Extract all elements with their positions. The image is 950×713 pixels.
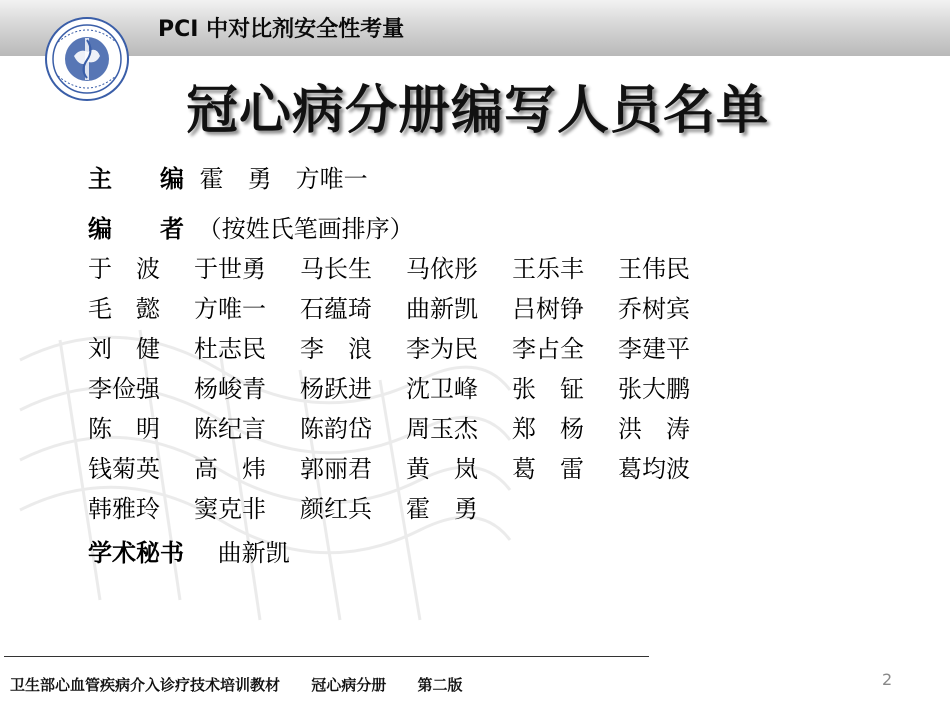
footer-edition: 第二版	[417, 676, 463, 694]
editor-name: 方唯一	[194, 295, 266, 323]
footer-text	[10, 674, 489, 695]
editor-name: 韩雅玲	[88, 495, 160, 523]
editor-name: 郭丽君	[300, 455, 372, 483]
editor-name: 周玉杰	[406, 415, 478, 443]
editor-name: 杨跃进	[300, 375, 372, 403]
editor-name: 郑 杨	[512, 415, 584, 443]
editor-name: 霍 勇	[406, 495, 478, 523]
secretary-label: 学术秘书	[88, 539, 184, 567]
editor-name: 洪 涛	[618, 415, 690, 443]
editor-name: 张 钲	[512, 375, 584, 403]
footer-divider	[4, 656, 649, 657]
editor-name: 陈 明	[88, 415, 160, 443]
editor-name: 乔树宾	[618, 295, 690, 323]
editor-name: 颜红兵	[300, 495, 372, 523]
editor-name: 石蕴琦	[300, 295, 372, 323]
editor-name: 葛 雷	[512, 455, 584, 483]
editor-name: 杜志民	[194, 335, 266, 363]
editor-name: 曲新凯	[406, 295, 478, 323]
editor-name: 钱菊英	[88, 455, 160, 483]
page-number: 2	[882, 670, 893, 689]
editor-name: 马长生	[300, 255, 372, 283]
editor-name: 张大鹏	[618, 375, 690, 403]
editor-name: 王乐丰	[512, 255, 584, 283]
editor-name: 杨峻青	[194, 375, 266, 403]
slide-title: 冠心病分册编写人员名单	[186, 81, 770, 141]
editors-note: （按姓氏笔画排序）	[197, 215, 414, 243]
editor-name: 葛均波	[618, 455, 690, 483]
editor-name: 陈韵岱	[300, 415, 372, 443]
secretary-row	[88, 536, 290, 570]
editors-label: 编 者	[88, 215, 184, 243]
editor-name: 李 浪	[300, 335, 372, 363]
editor-name: 窦克非	[194, 495, 266, 523]
chief-editor-row	[88, 162, 368, 196]
chief-editor-label: 主 编	[88, 165, 184, 193]
editor-name: 沈卫峰	[406, 375, 478, 403]
editor-name: 于世勇	[194, 255, 266, 283]
editor-name: 毛 懿	[88, 295, 160, 323]
editor-name: 李建平	[618, 335, 690, 363]
editor-name: 李占全	[512, 335, 584, 363]
editor-name: 于 波	[88, 255, 160, 283]
header-title: PCI 中对比剂安全性考量	[158, 17, 405, 42]
chief-editor-names: 霍 勇 方唯一	[199, 165, 368, 193]
editor-name: 刘 健	[88, 335, 160, 363]
header-band	[0, 0, 950, 56]
footer-volume: 冠心病分册	[311, 676, 387, 694]
editor-name: 马依彤	[406, 255, 478, 283]
editor-name: 高 炜	[194, 455, 266, 483]
secretary-name: 曲新凯	[217, 539, 290, 567]
editor-name: 陈纪言	[194, 415, 266, 443]
editor-name: 吕树铮	[512, 295, 584, 323]
editor-name: 李俭强	[88, 375, 160, 403]
editor-name: 李为民	[406, 335, 478, 363]
editor-name: 黄 岚	[406, 455, 478, 483]
footer-publication: 卫生部心血管疾病介入诊疗技术培训教材	[10, 676, 281, 694]
ministry-emblem-icon	[44, 16, 130, 102]
editor-name: 王伟民	[618, 255, 690, 283]
editors-row	[88, 212, 414, 246]
